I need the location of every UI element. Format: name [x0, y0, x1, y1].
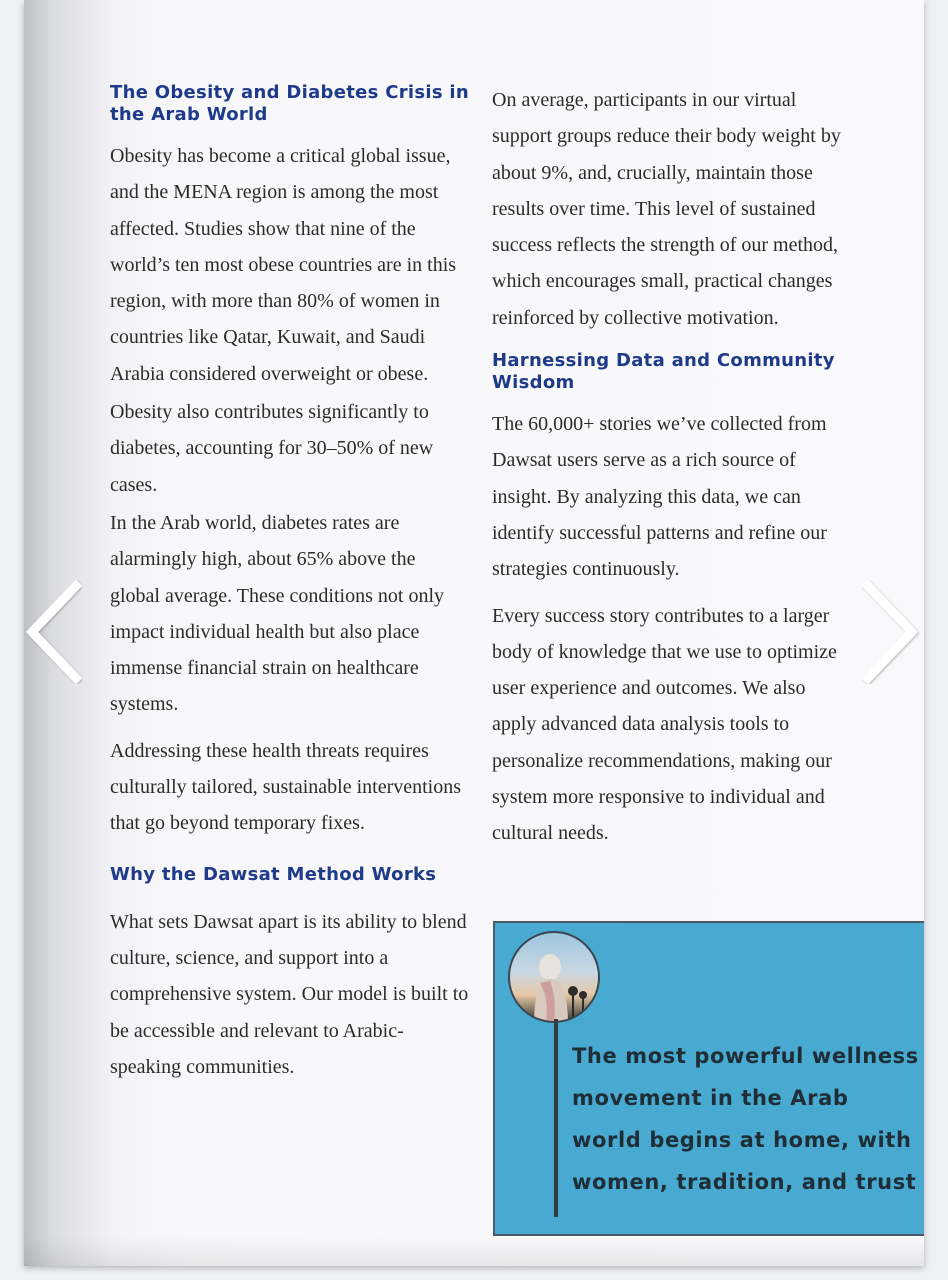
chevron-left-icon — [22, 580, 82, 684]
woman-photo-icon — [510, 933, 600, 1023]
avatar — [508, 931, 600, 1023]
left-column — [110, 82, 470, 1085]
section-heading-harnessing-data: Harnessing Data and Community Wisdom — [492, 350, 835, 394]
quote-box — [493, 921, 924, 1236]
quote-bar — [554, 1019, 558, 1217]
right-column — [492, 82, 852, 852]
section-heading-obesity-crisis: The Obesity and Diabetes Crisis in the Arab World — [110, 82, 470, 125]
paragraph: What sets Dawsat apart is its ability to blend culture, science, and support into a comprehensive system. Our model is built to be accessible and relevant to Arabic-speaking communities. — [110, 910, 469, 1078]
paragraph: Addressing these health threats requires culturally tailored, sustainable interventions that go beyond temporary fixes. — [110, 739, 462, 835]
chevron-right-icon — [862, 580, 922, 684]
paragraph: Every success story contributes to a larger body of knowledge that we use to optimize user experience and outcomes. We also apply advanced data analysis tools to personalize recommendations, making our system more responsive to individual and cultural needs. — [492, 604, 837, 845]
previous-page-button[interactable] — [22, 580, 82, 684]
quote-text: The most powerful wellness movement in the Arab world begins at home, with women, tradition, and trust — [572, 1044, 919, 1194]
paragraph: Obesity also contributes significantly to diabetes, accounting for 30–50% of new cases. — [110, 401, 434, 496]
section-heading-dawsat-method: Why the Dawsat Method Works — [110, 863, 437, 885]
paragraph: On average, participants in our virtual support groups reduce their body weight by about 9%, and, crucially, maintain those results over time. This level of sustained success reflects the strength of our method, which encourages small, practical changes reinforced by collective motivation. — [492, 89, 841, 329]
document-page — [24, 0, 924, 1266]
next-page-button[interactable] — [862, 580, 922, 684]
paragraph: Obesity has become a critical global issue, and the MENA region is among the most affected. Studies show that nine of the world’s ten most obese countries are in this region, with more than 80% of women in countries like Qatar, Kuwait, and Saudi Arabia considered overweight or obese. — [110, 145, 457, 385]
paragraph: In the Arab world, diabetes rates are alarmingly high, about 65% above the global average. These conditions not only impact individual health but also place immense financial strain on healthcare systems. — [110, 511, 444, 716]
paragraph: The 60,000+ stories we’ve collected from Dawsat users serve as a rich source of insight. By analyzing this data, we can identify successful patterns and refine our strategies continuously. — [492, 413, 827, 581]
